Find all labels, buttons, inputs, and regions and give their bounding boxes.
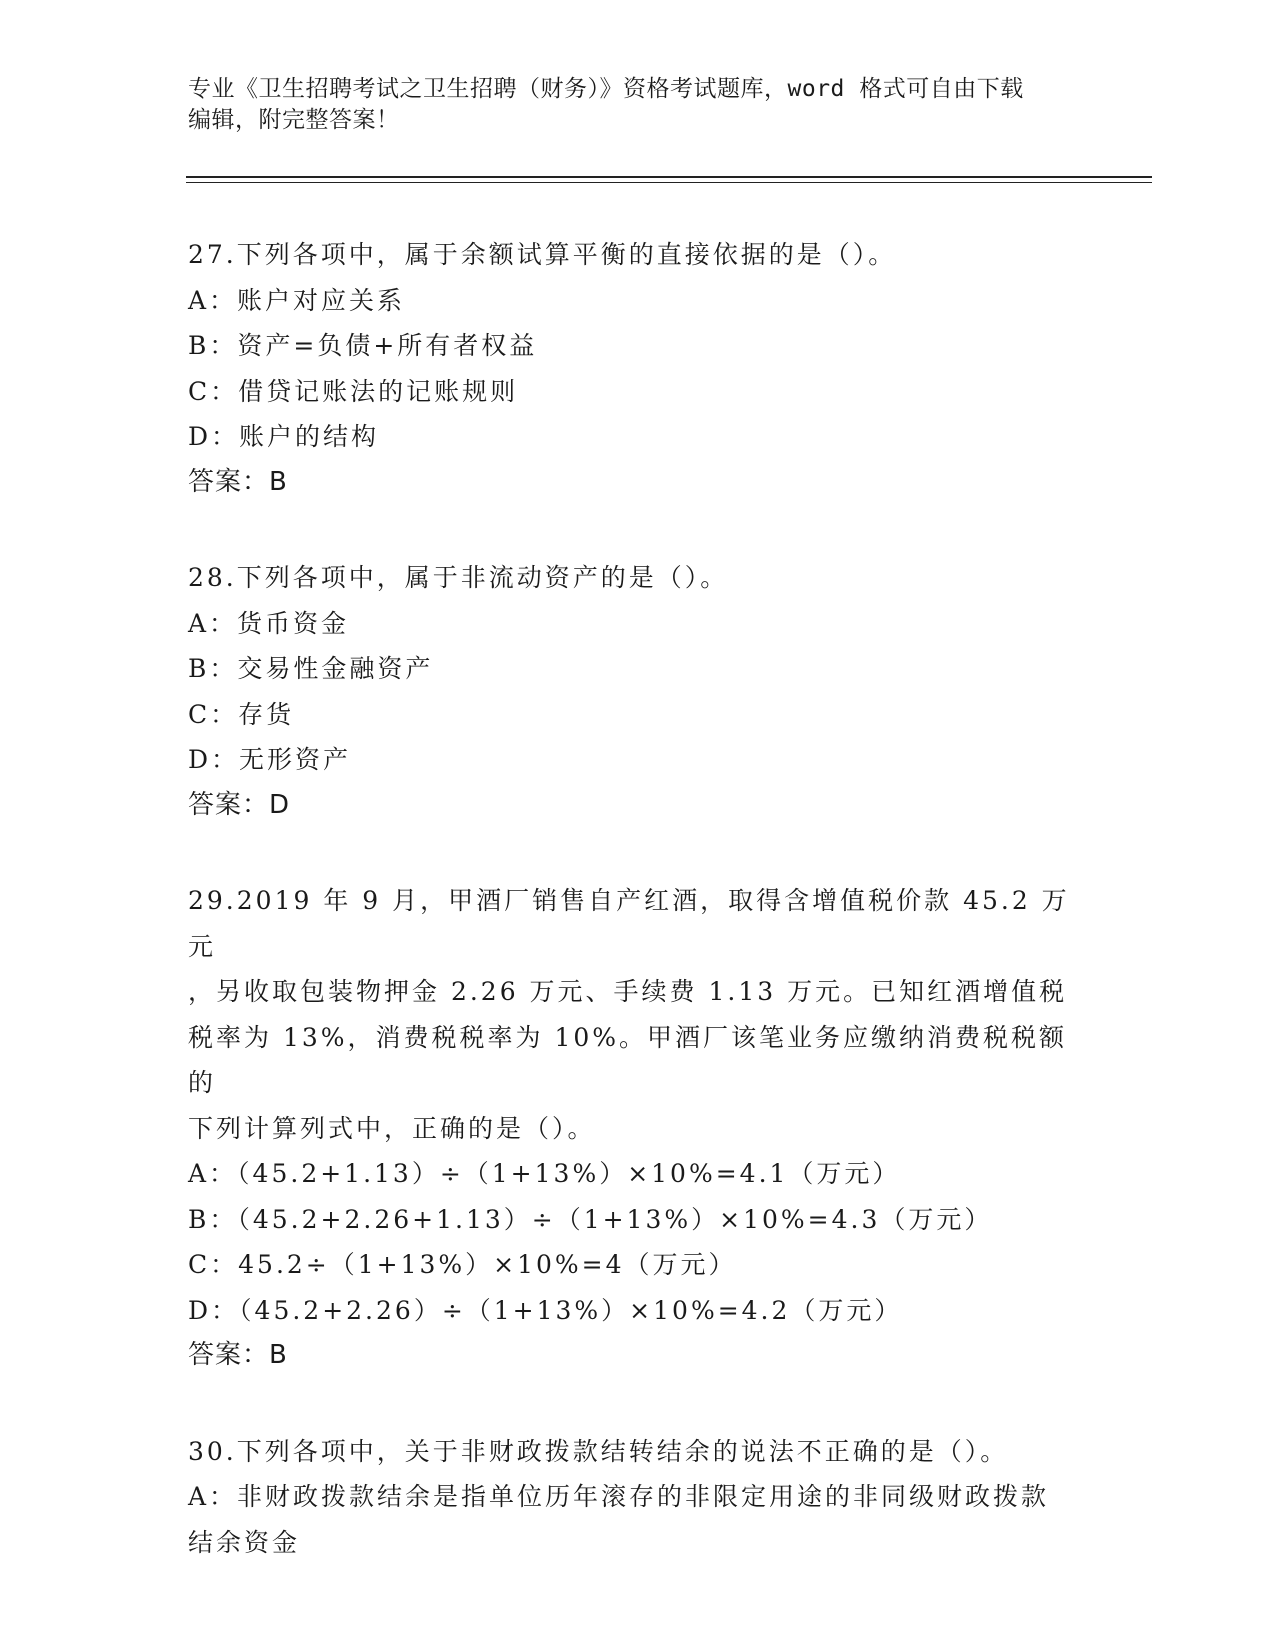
answer: 答案：D: [188, 789, 291, 820]
option-c: C：借贷记账法的记账规则: [188, 376, 519, 406]
answer: 答案：B: [188, 466, 288, 497]
header-line-1: 专业《卫生招聘考试之卫生招聘（财务）》资格考试题库，word 格式可自由下载: [188, 76, 1024, 102]
option-a-line-2: 结余资金: [188, 1527, 301, 1557]
option-c: C：45.2÷（1+13%）×10%=4（万元）: [188, 1250, 737, 1279]
option-b: B：交易性金融资产: [188, 654, 434, 683]
question-list: [188, 232, 1088, 1615]
option-a: A：账户对应关系: [188, 285, 406, 315]
option-d: D：账户的结构: [188, 422, 380, 451]
question-stem-line-4: 下列计算列式中，正确的是（）。: [188, 1113, 596, 1143]
option-d: D：无形资产: [188, 745, 352, 774]
question-28: [188, 555, 1088, 828]
question-stem: 30.下列各项中，关于非财政拨款结转结余的说法不正确的是（）。: [188, 1436, 1009, 1466]
option-d: D：（45.2+2.26）÷（1+13%）×10%=4.2（万元）: [188, 1295, 903, 1325]
question-stem: 27.下列各项中，属于余额试算平衡的直接依据的是（）。: [188, 240, 897, 269]
option-a: A：（45.2+1.13）÷（1+13%）×10%=4.1（万元）: [188, 1159, 901, 1188]
question-stem-line-1: 29.2019 年 9 月，甲酒厂销售自产红酒，取得含增值税价款 45.2 万元: [188, 886, 1070, 961]
option-a-line-1: A：非财政拨款结余是指单位历年滚存的非限定用途的非同级财政拨款: [188, 1482, 1050, 1511]
option-b: B：资产=负债+所有者权益: [188, 331, 538, 360]
answer: 答案：B: [188, 1340, 288, 1370]
option-a: A：货币资金: [188, 608, 350, 638]
option-b: B：（45.2+2.26+1.13）÷（1+13%）×10%=4.3（万元）: [188, 1204, 993, 1234]
question-27: [188, 232, 1088, 505]
header-divider-thick: [186, 176, 1152, 178]
document-header: [188, 74, 1088, 136]
question-30: [188, 1429, 1088, 1566]
option-c: C：存货: [188, 699, 295, 729]
question-29: [188, 878, 1088, 1379]
question-stem-line-3: 税率为 13%，消费税税率为 10%。甲酒厂该笔业务应缴纳消费税税额的: [188, 1022, 1068, 1097]
question-stem-line-2: ，另收取包装物押金 2.26 万元、手续费 1.13 万元。已知红酒增值税: [188, 977, 1068, 1006]
header-divider-thin: [186, 182, 1152, 183]
question-stem: 28.下列各项中，属于非流动资产的是（）。: [188, 563, 729, 592]
header-line-2: 编辑，附完整答案！: [188, 107, 400, 133]
